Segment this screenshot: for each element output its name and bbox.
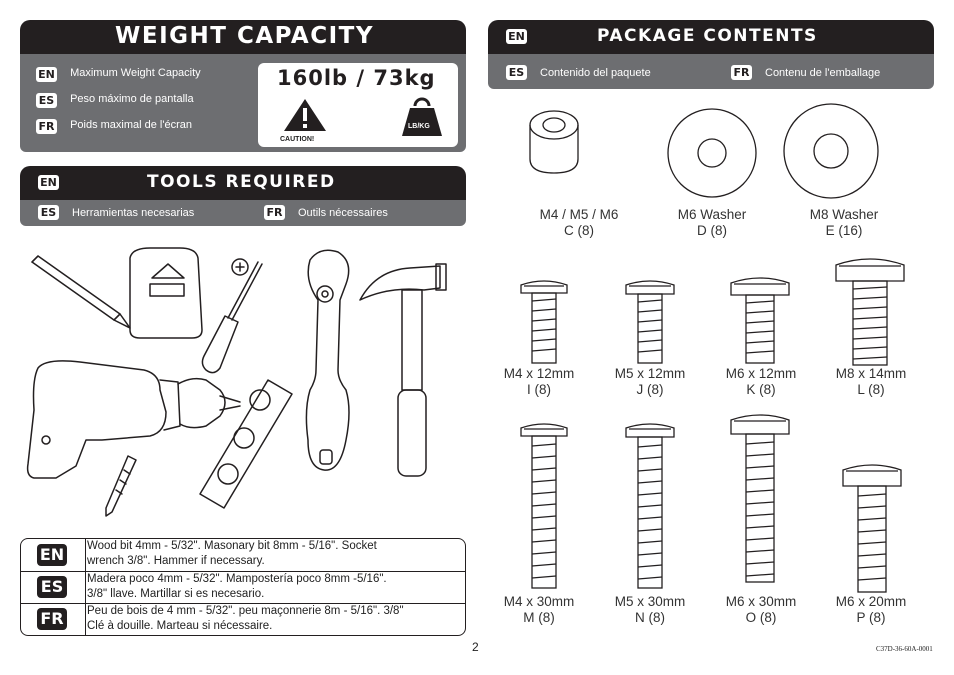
weight-capacity-header	[20, 20, 466, 54]
part-name-l: M8 x 14mm	[835, 366, 907, 381]
part-label-n	[595, 594, 705, 626]
note-row-en	[21, 539, 465, 572]
drill-icon	[28, 361, 240, 478]
weight-row-es	[36, 93, 194, 108]
screw-j-icon	[626, 281, 674, 363]
level-icon	[200, 380, 292, 508]
lang-tag-fr: FR	[264, 205, 285, 220]
document-code: C37D-36-60A-0001	[876, 645, 933, 653]
weight-label-es: Peso máximo de pantalla	[70, 93, 194, 105]
weight-icon	[400, 96, 444, 138]
caution-label: CAUTION!	[280, 136, 315, 143]
part-name-o: M6 x 30mm	[725, 594, 797, 609]
tools-required-title: TOOLS REQUIRED	[147, 172, 336, 192]
note-fr-line1: Peu de bois de 4 mm - 5/32". peu maçonnerie 8m - 5/16". 3/8"	[87, 605, 404, 617]
part-name-n: M5 x 30mm	[614, 594, 686, 609]
lang-tag-fr: FR	[37, 608, 67, 630]
note-en-line1: Wood bit 4mm - 5/32". Masonary bit 8mm - 5/16". Socket	[87, 540, 377, 552]
drill-bit-icon	[106, 456, 136, 516]
part-label-k	[706, 366, 816, 398]
m6-washer-icon	[668, 109, 756, 197]
note-row-es	[21, 571, 465, 604]
weight-value-box	[258, 63, 458, 147]
screw-o-icon	[731, 415, 789, 582]
lang-tag-fr: FR	[731, 65, 752, 80]
part-name-p: M6 x 20mm	[835, 594, 907, 609]
page-number: 2	[472, 640, 479, 654]
part-name-c: M4 / M5 / M6	[539, 207, 619, 222]
lang-tag-en: EN	[37, 544, 67, 566]
notes-divider	[85, 539, 86, 635]
part-label-d	[652, 207, 772, 239]
screw-n-icon	[626, 424, 674, 588]
part-code-j: J (8)	[636, 382, 664, 397]
part-name-i: M4 x 12mm	[503, 366, 575, 381]
part-name-j: M5 x 12mm	[614, 366, 686, 381]
weight-label-en: Maximum Weight Capacity	[70, 67, 201, 79]
part-label-e	[784, 207, 904, 239]
part-code-o: O (8)	[745, 610, 777, 625]
socket-wrench-icon	[306, 250, 349, 470]
lang-tag-en: EN	[506, 29, 527, 44]
part-label-o	[706, 594, 816, 626]
part-name-k: M6 x 12mm	[725, 366, 797, 381]
hammer-icon	[360, 264, 446, 476]
tools-notes-box	[20, 538, 466, 636]
m8-washer-icon	[784, 104, 878, 198]
lang-tag-en: EN	[38, 175, 59, 190]
lang-tag-es: ES	[36, 93, 57, 108]
part-label-p	[816, 594, 926, 626]
lang-tag-fr: FR	[36, 119, 57, 134]
screw-i-icon	[521, 281, 567, 363]
screw-m-icon	[521, 424, 567, 588]
screw-k-icon	[731, 278, 789, 363]
weight-row-en	[36, 67, 201, 82]
lang-tag-es: ES	[38, 205, 59, 220]
spacer-icon	[530, 111, 578, 173]
package-contents-title: PACKAGE CONTENTS	[597, 26, 818, 46]
tools-illustration	[20, 240, 460, 525]
parts-illustration	[488, 95, 934, 615]
part-label-m	[484, 594, 594, 626]
part-name-e: M8 Washer	[809, 207, 879, 222]
part-code-c: C (8)	[564, 223, 594, 238]
package-label-es: Contenido del paquete	[540, 67, 651, 79]
note-es-line2: 3/8" llave. Martillar si es necesario.	[87, 588, 265, 600]
part-code-l: L (8)	[857, 382, 885, 397]
part-label-l	[816, 366, 926, 398]
part-name-m: M4 x 30mm	[503, 594, 575, 609]
package-label-fr: Contenu de l'emballage	[765, 67, 881, 79]
part-code-k: K (8)	[746, 382, 776, 397]
weight-row-fr	[36, 119, 192, 134]
part-name-d: M6 Washer	[677, 207, 747, 222]
note-text-en	[87, 539, 377, 569]
screw-p-icon	[843, 465, 901, 592]
weight-value: 160lb / 73kg	[277, 66, 436, 90]
screwdriver-icon	[202, 259, 262, 373]
part-code-e: E (16)	[825, 223, 863, 238]
note-en-line2: wrench 3/8". Hammer if necessary.	[87, 555, 265, 567]
part-label-j	[595, 366, 705, 398]
part-code-m: M (8)	[523, 610, 555, 625]
screw-l-icon	[836, 259, 904, 365]
part-label-c	[519, 207, 639, 239]
part-code-n: N (8)	[635, 610, 665, 625]
note-es-line1: Madera poco 4mm - 5/32". Mampostería poco 8mm -5/16".	[87, 573, 387, 585]
caution-icon	[282, 97, 328, 135]
part-code-i: I (8)	[526, 382, 551, 397]
lang-tag-es: ES	[506, 65, 527, 80]
tools-required-header	[20, 166, 466, 200]
part-code-d: D (8)	[697, 223, 727, 238]
tools-label-es: Herramientas necesarias	[72, 207, 195, 219]
tools-label-fr: Outils nécessaires	[298, 207, 388, 219]
weight-capacity-panel	[20, 54, 466, 152]
stud-finder-icon	[130, 248, 202, 338]
part-code-p: P (8)	[856, 610, 886, 625]
note-text-es	[87, 572, 387, 602]
part-label-i	[484, 366, 594, 398]
weight-capacity-title: WEIGHT CAPACITY	[115, 23, 374, 49]
lang-tag-en: EN	[36, 67, 57, 82]
note-fr-line2: Clé à douille. Marteau si nécessaire.	[87, 620, 273, 632]
tools-subheader	[20, 200, 466, 226]
pencil-icon	[32, 256, 130, 328]
note-text-fr	[87, 604, 404, 634]
lang-tag-es: ES	[37, 576, 67, 598]
package-contents-header	[488, 20, 934, 54]
weight-label-fr: Poids maximal de l'écran	[70, 119, 192, 131]
weight-icon-label: LB/KG	[408, 123, 430, 130]
note-row-fr	[21, 603, 465, 636]
package-subheader	[488, 54, 934, 89]
